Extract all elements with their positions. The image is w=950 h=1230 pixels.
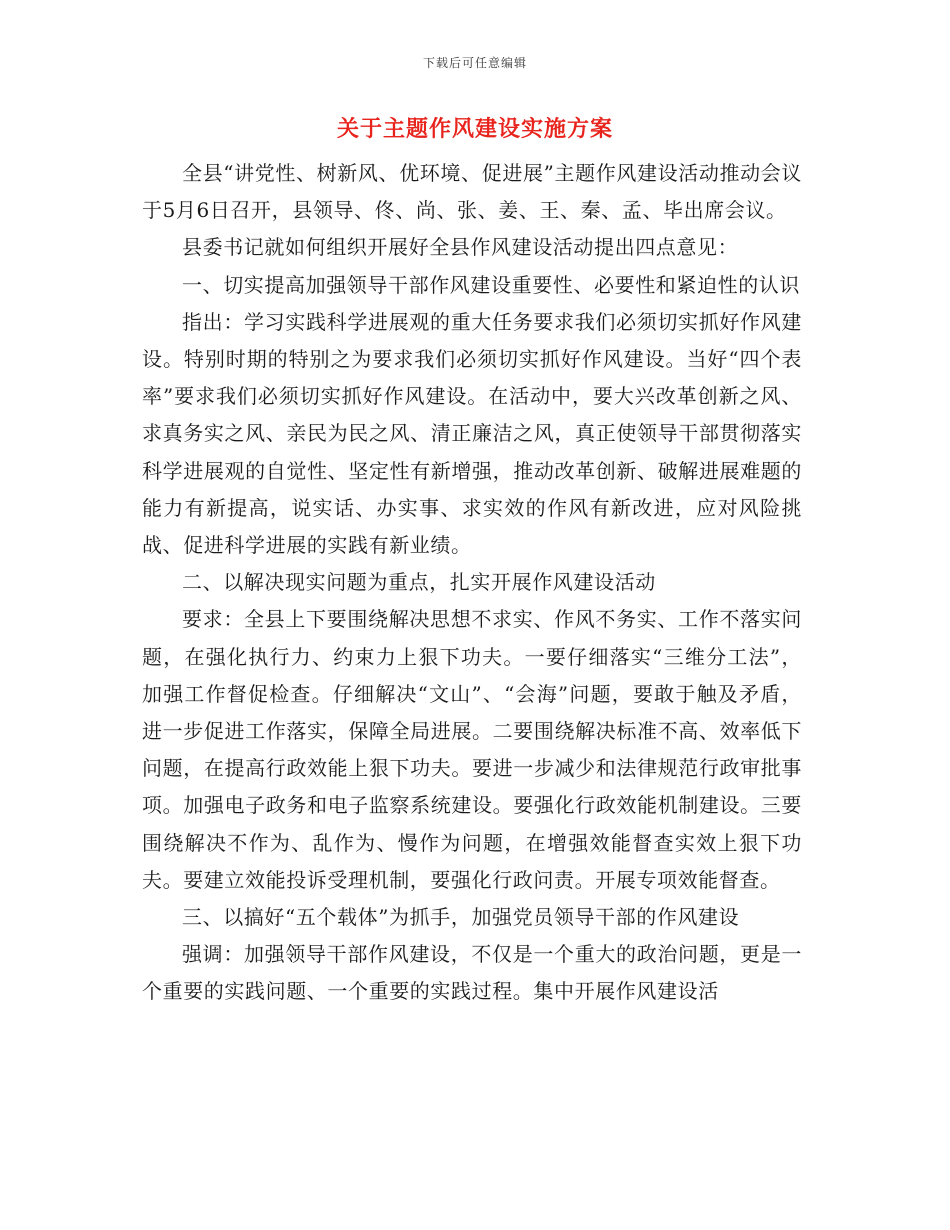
- paragraph-point-3: 强调：加强领导干部作风建设，不仅是一个重大的政治问题，更是一个重要的实践问题、一个重要的实践过程。集中开展作风建设活: [142, 942, 802, 1004]
- header-note: 下载后可任意编辑: [422, 56, 527, 70]
- section-heading-1: 一、切实提高加强领导干部作风建设重要性、必要性和紧迫性的认识: [182, 272, 800, 297]
- document-body: [142, 155, 802, 1011]
- section-heading-2: 二、以解决现实问题为重点，扎实开展作风建设活动: [182, 570, 656, 595]
- document-title: 关于主题作风建设实施方案: [336, 116, 613, 142]
- paragraph-point-2: 要求：全县上下要围绕解决思想不求实、作风不务实、工作不落实问题，在强化执行力、约束力上狠下功夫。一要仔细落实“三维分工法”，加强工作督促检查。仔细解决“文山”、“会海”问题，要敢于触及矛盾，进一步促进工作落实，保障全局进展。二要围绕解决标准不高、效率低下问题，在提高行政效能上狠下功夫。要进一步减少和法律规范行政审批事项。加强电子政务和电子监察系统建设。要强化行政效能机制建设。三要围绕解决不作为、乱作为、慢作为问题，在增强效能督查实效上狠下功夫。要建立效能投诉受理机制，要强化行政问责。开展专项效能督查。: [142, 607, 802, 892]
- paragraph-point-1: 指出：学习实践科学进展观的重大任务要求我们必须切实抓好作风建设。特别时期的特别之为要求我们必须切实抓好作风建设。当好“四个表率”要求我们必须切实抓好作风建设。在活动中，要大兴改革创新之风、求真务实之风、亲民为民之风、清正廉洁之风，真正使领导干部贯彻落实科学进展观的自觉性、坚定性有新增强，推动改革创新、破解进展难题的能力有新提高，说实话、办实事、求实效的作风有新改进，应对风险挑战、促进科学进展的实践有新业绩。: [142, 309, 802, 558]
- paragraph-four-opinions: 县委书记就如何组织开展好全县作风建设活动提出四点意见：: [182, 235, 739, 260]
- paragraph-meeting-intro: 全县“讲党性、树新风、优环境、促进展”主题作风建设活动推动会议于5月6日召开，县领导、佟、尚、张、姜、王、秦、孟、毕出席会议。: [142, 161, 802, 223]
- section-heading-3: 三、以搞好“五个载体”为抓手，加强党员领导干部的作风建设: [182, 905, 740, 930]
